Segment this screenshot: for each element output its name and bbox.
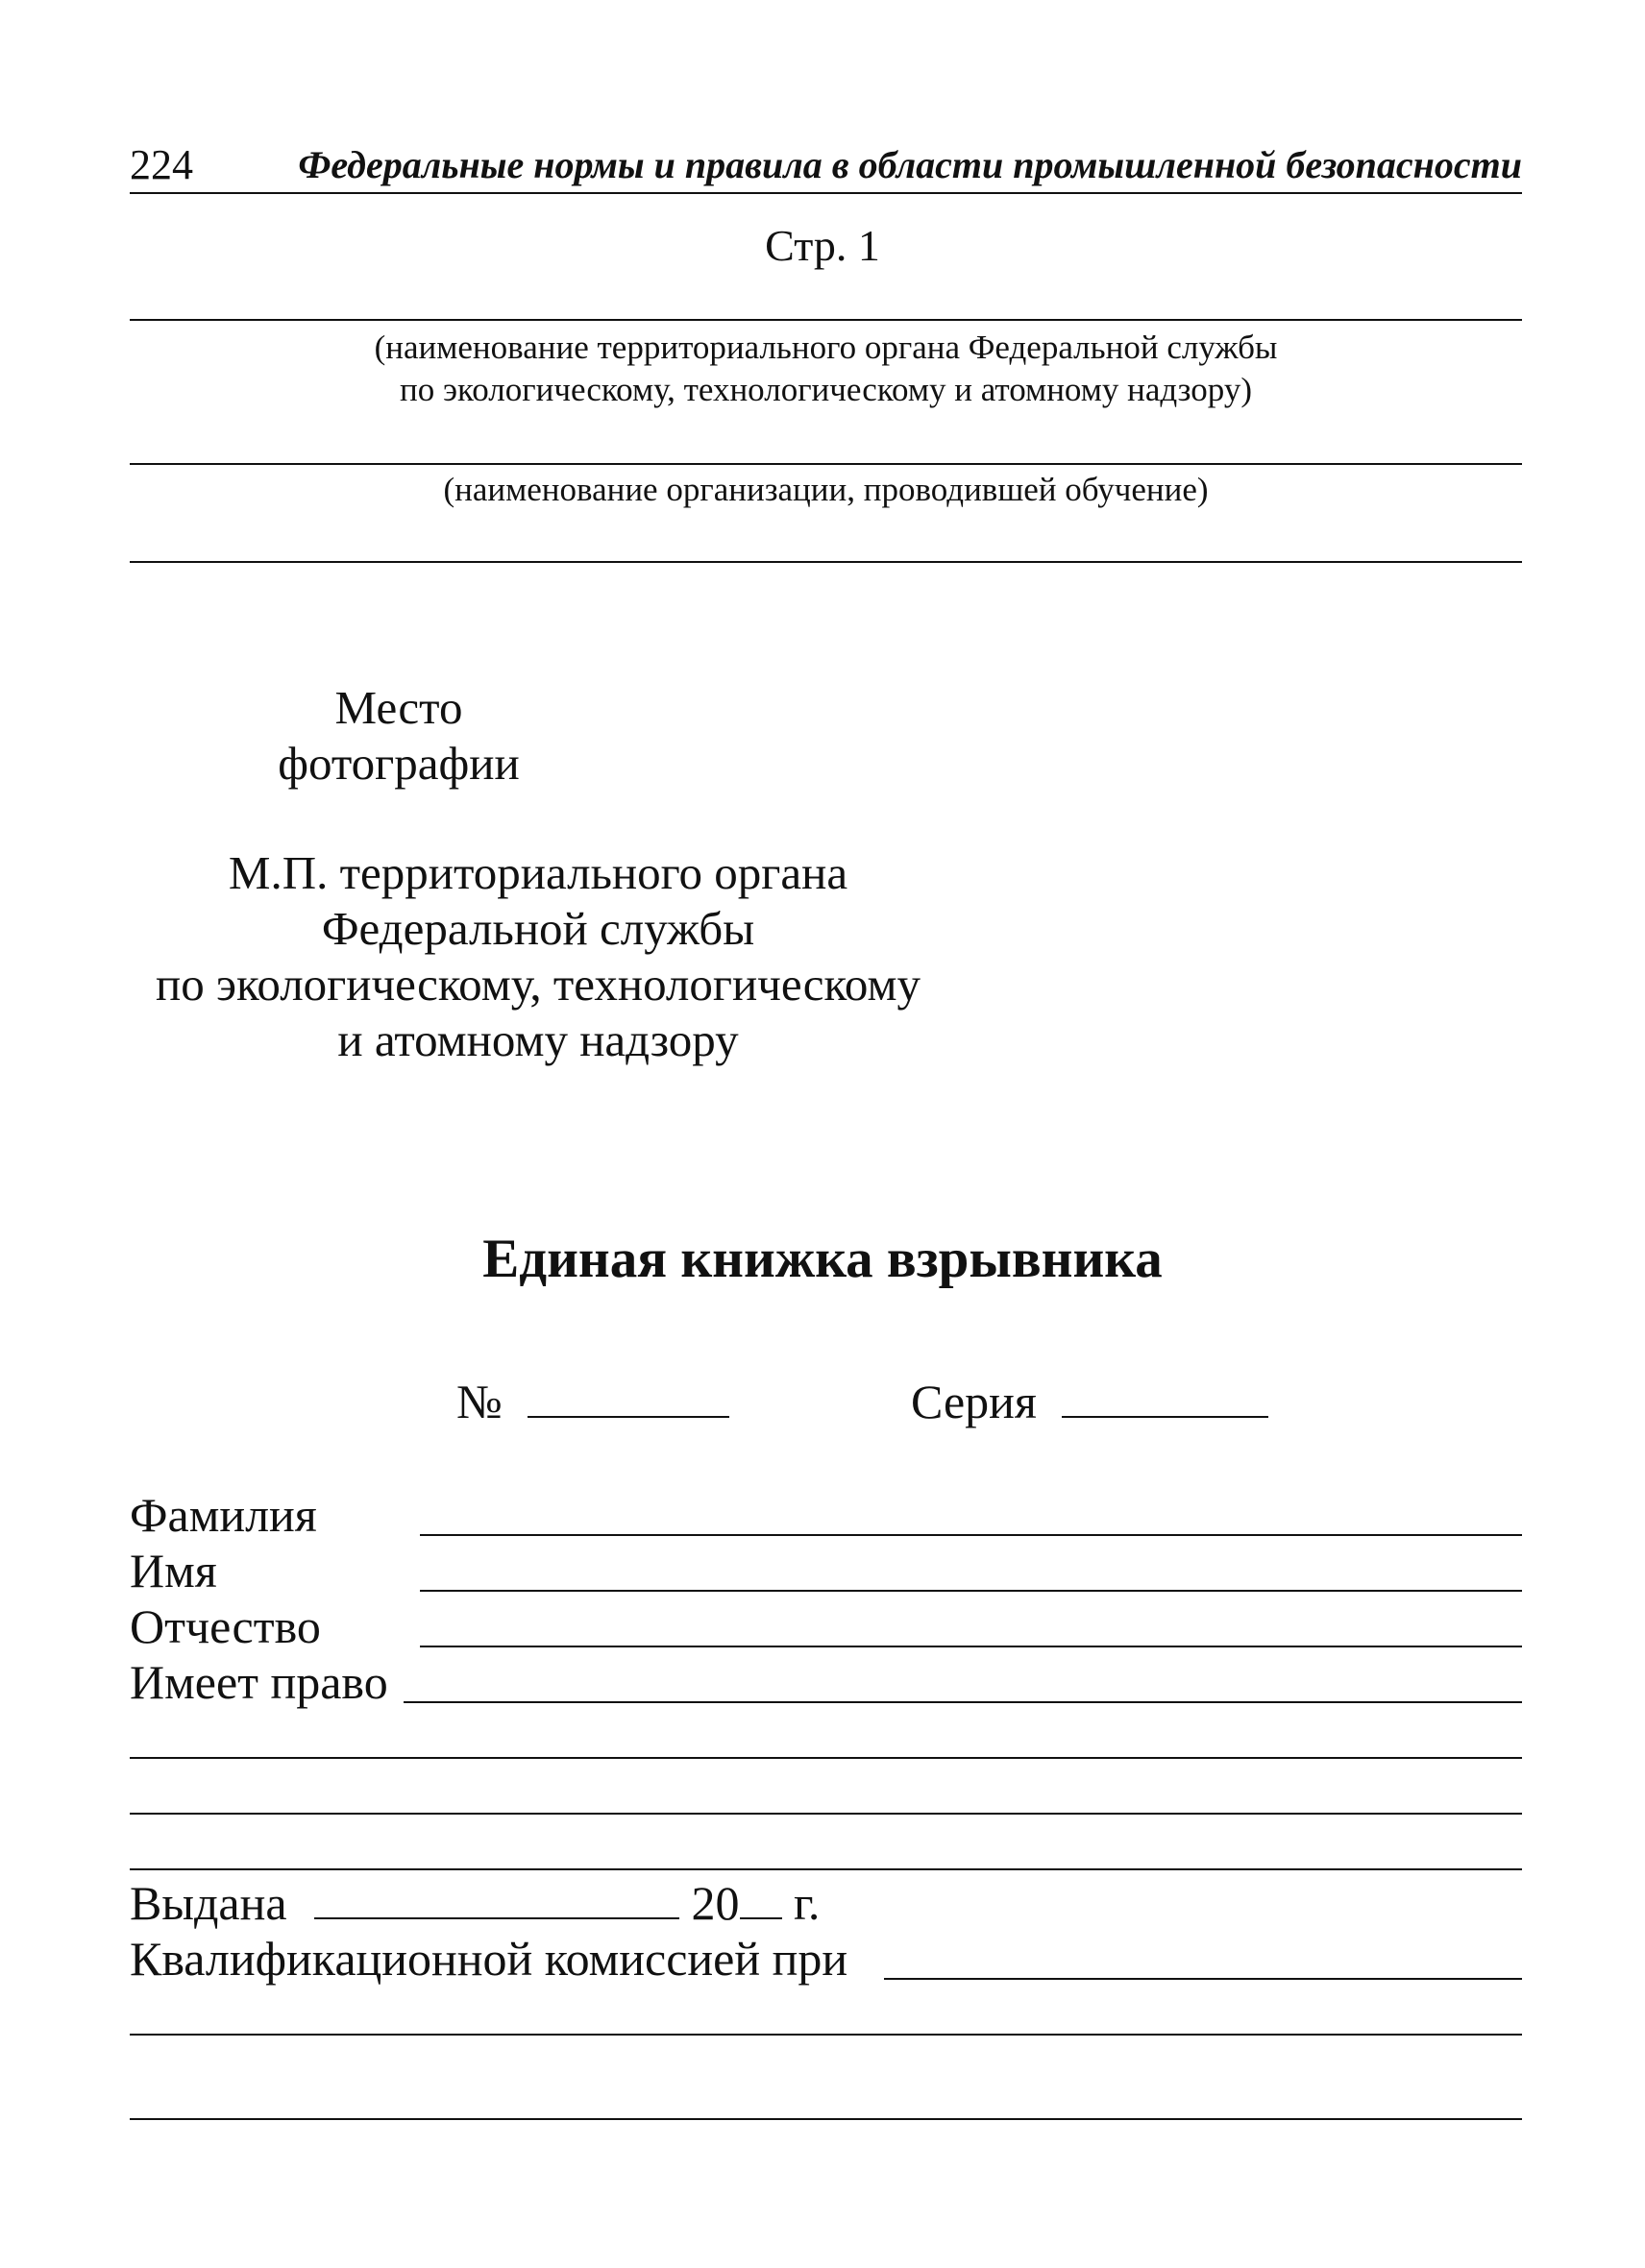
running-title: Федеральные нормы и правила в области промышленной безопасности (298, 143, 1522, 186)
patronymic-label: Отчество (130, 1599, 321, 1653)
territorial-organ-caption (130, 327, 1522, 411)
photo-place-line2: фотографии (278, 737, 520, 790)
patronymic-input[interactable] (420, 1646, 1522, 1647)
seal-text (106, 845, 970, 1068)
seal-line1: М.П. территориального органа (228, 846, 848, 899)
issued-year-input[interactable] (740, 1875, 782, 1919)
entitled-line-3[interactable] (130, 1813, 1522, 1815)
seal-line4: и атомному надзору (337, 1013, 739, 1066)
entitled-line-2[interactable] (130, 1757, 1522, 1759)
number-field (456, 1374, 729, 1429)
issued-date-input[interactable] (314, 1875, 679, 1919)
name-label: Имя (130, 1544, 217, 1597)
series-field (911, 1374, 1268, 1429)
issued-year-prefix: 20 (691, 1876, 740, 1930)
extra-line[interactable] (130, 561, 1522, 563)
header-divider (130, 192, 1522, 194)
issued-year-suffix: г. (794, 1876, 821, 1930)
document-title: Единая книжка взрывника (482, 1229, 1163, 1289)
name-input[interactable] (420, 1590, 1522, 1592)
page-number: 224 (130, 141, 193, 188)
territorial-organ-caption-line2: по экологическому, технологическому и атомному надзору) (400, 371, 1252, 408)
photo-place-line1: Место (334, 681, 463, 734)
territorial-organ-line[interactable] (130, 319, 1522, 321)
issued-field (130, 1875, 820, 1931)
series-label: Серия (911, 1375, 1037, 1428)
photo-place (207, 680, 591, 792)
surname-label: Фамилия (130, 1488, 317, 1542)
issued-label: Выдана (130, 1876, 287, 1930)
commission-input[interactable] (884, 1978, 1522, 1980)
territorial-organ-caption-line1: (наименование территориального органа Федеральной службы (374, 329, 1278, 366)
entitled-line-4[interactable] (130, 1868, 1522, 1870)
series-input[interactable] (1062, 1374, 1268, 1418)
seal-line2: Федеральной службы (321, 902, 755, 955)
page-label: Стр. 1 (765, 221, 880, 270)
organization-caption: (наименование организации, проводившей обучение) (443, 471, 1209, 508)
number-label: № (456, 1375, 503, 1428)
commission-line-2[interactable] (130, 2034, 1522, 2036)
number-input[interactable] (528, 1374, 729, 1418)
entitled-input[interactable] (404, 1701, 1522, 1703)
entitled-label: Имеет право (130, 1655, 388, 1709)
organization-line[interactable] (130, 463, 1522, 465)
seal-line3: по экологическому, технологическому (156, 958, 921, 1011)
commission-label: Квалификационной комиссией при (130, 1932, 848, 1986)
surname-input[interactable] (420, 1534, 1522, 1536)
commission-line-3[interactable] (130, 2118, 1522, 2120)
